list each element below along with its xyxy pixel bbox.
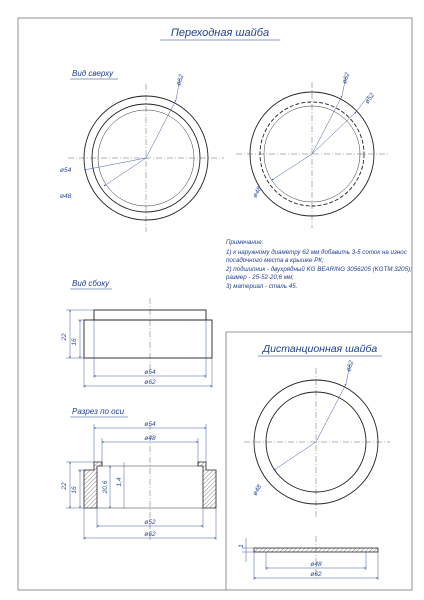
dim-label-h16: 16 xyxy=(71,338,78,346)
dim-label-d52: ø52 xyxy=(363,91,377,106)
radius-leader-62 xyxy=(316,384,346,442)
note-line-2: посадочного места в крышке РК; xyxy=(226,257,324,264)
dim-label-h14: 1,4 xyxy=(116,477,123,487)
radius-leader-52 xyxy=(312,112,356,154)
section-wall-right xyxy=(198,462,216,508)
note-line-5: 3) материал - сталь 45. xyxy=(226,283,298,290)
dim-label-h22: 22 xyxy=(61,333,68,341)
view-label-section: Разрез по оси xyxy=(72,407,125,416)
dim-label-d62: ø62 xyxy=(345,359,356,373)
dim-label-h1: 1 xyxy=(238,544,245,548)
dim-label-d62: ø62 xyxy=(341,71,352,85)
dim-label-d62: ø62 xyxy=(144,379,156,386)
radius-leader-62 xyxy=(312,96,342,154)
radius-leader-48 xyxy=(272,154,312,180)
dim-label-d48: ø48 xyxy=(60,193,72,200)
dim-label-d48: ø48 xyxy=(251,483,264,497)
dim-label-d48: ø48 xyxy=(251,185,264,199)
side-view xyxy=(61,298,212,388)
radius-leader-48 xyxy=(274,442,316,470)
spacer-section xyxy=(254,548,378,552)
dim-label-d52: ø52 xyxy=(144,519,156,526)
spacer-top-view xyxy=(244,359,390,518)
note-line-4: размер - 25-52-20,6 мм; xyxy=(226,274,295,281)
top-view-left xyxy=(60,73,224,232)
section-wall-left xyxy=(84,462,102,508)
radius-leader-62 xyxy=(146,100,176,158)
dim-label-h22: 22 xyxy=(61,482,68,490)
dim-label-d48: ø48 xyxy=(310,561,322,568)
dim-label-h206: 20,6 xyxy=(102,480,109,494)
dim-label-d54: ø54 xyxy=(144,369,156,376)
note-line-1: 1) к наружному диаметру 62 мм добавить 3-5 соток на износ xyxy=(226,249,407,256)
notes-heading: Примечание: xyxy=(226,239,264,246)
top-view-right xyxy=(236,71,388,228)
dim-label-d54: ø54 xyxy=(144,421,156,428)
dim-label-d62: ø62 xyxy=(175,73,186,87)
view-label-top: Вид сверху xyxy=(72,69,114,78)
spacer-title: Дистанционная шайба xyxy=(262,343,378,355)
note-line-3: 2) подшипник - двухрядный KG BEARING 3056205 (KGTM 3205); xyxy=(226,266,412,273)
dim-label-d48: ø48 xyxy=(144,435,156,442)
spacer-side-view xyxy=(238,536,378,580)
side-body xyxy=(84,320,212,358)
section-view xyxy=(61,421,216,540)
view-label-side: Вид сбоку xyxy=(72,279,110,288)
notes-block xyxy=(225,239,412,290)
dim-label-d62: ø62 xyxy=(310,571,322,578)
dim-label-d62: ø62 xyxy=(144,531,156,538)
dim-label-h16: 16 xyxy=(71,486,78,494)
main-title: Переходная шайба xyxy=(170,27,270,39)
dim-label-d54: ø54 xyxy=(60,167,72,174)
